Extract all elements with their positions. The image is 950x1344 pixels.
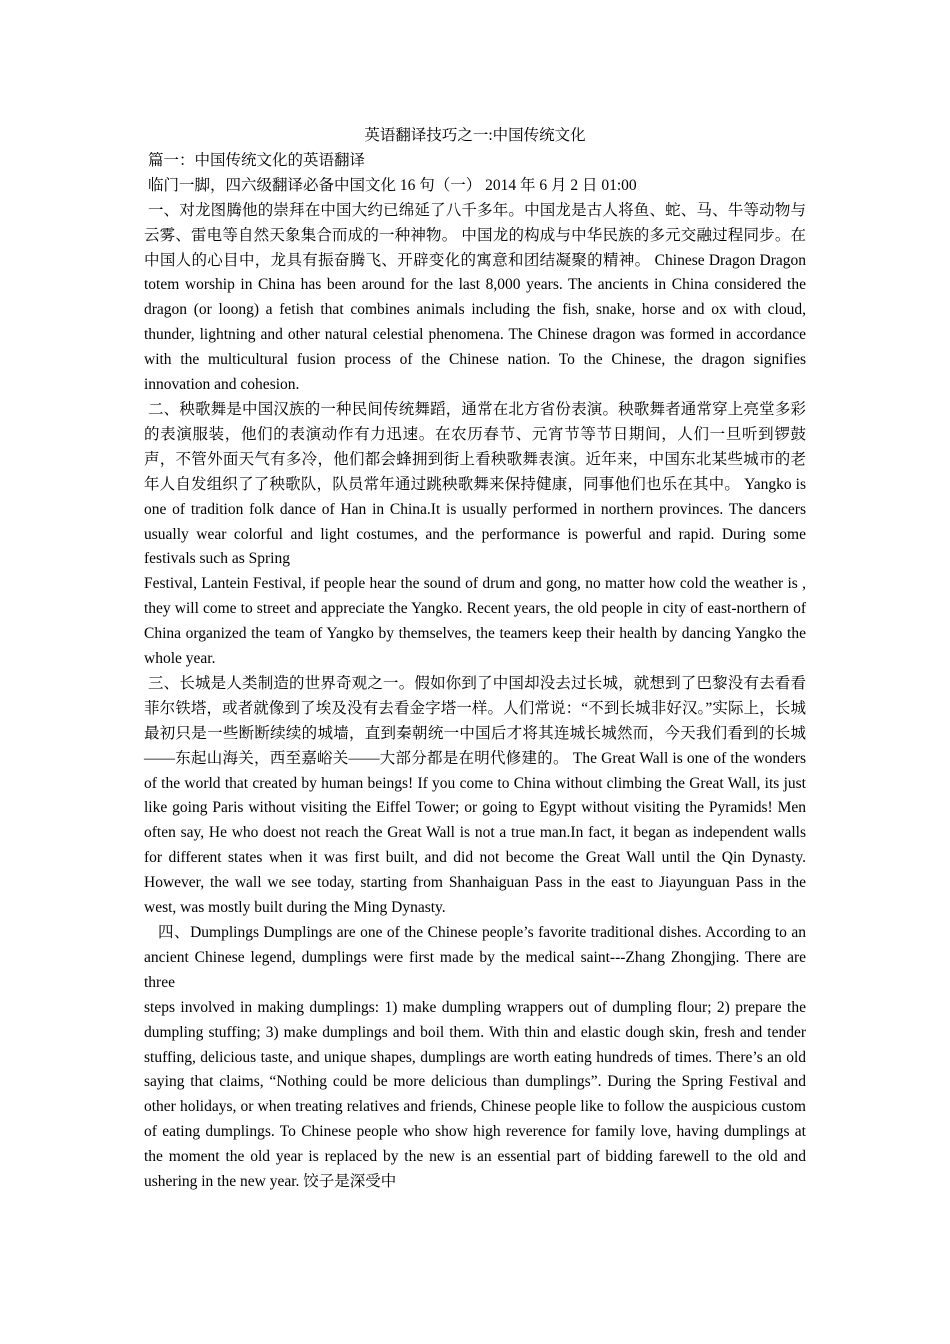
- document-title: 英语翻译技巧之一:中国传统文化: [364, 127, 586, 144]
- document-heading: 篇一：中国传统文化的英语翻译: [148, 151, 366, 169]
- paragraph-great-wall: 三、长城是人类制造的世界奇观之一。假如你到了中国却没去过长城，就想到了巴黎没有去看看菲尔铁塔，或者就像到了埃及没有去看金字塔一样。人们常说：“不到长城非好汉。”实际上，长城最初只是一些断断续续的城墙，直到秦朝统一中国后才将其连城长城然而，今天我们看到的长城——东起山海关，西至嘉峪关——大部分都是在明代修建的。 The Great Wall is one of the wonders of the world that created by human beings! If you come to China without climbing the Great Wall, its just like going Paris without visiting the Eiffel Tower; or going to Egypt without visiting the Pyramids! Men often say, He who doest not reach the Great Wall is not a true man.In fact, it began as independent walls for different states when it was first built, and did not become the Great Wall until the Qin Dynasty. However, the wall we see today, starting from Shanhaiguan Pass in the east to Jiayunguan Pass in the west, was mostly built during the Ming Dynasty.: [144, 674, 806, 917]
- paragraph-yangko: 二、秧歌舞是中国汉族的一种民间传统舞蹈，通常在北方省份表演。秧歌舞者通常穿上亮堂多彩的表演服装，他们的表演动作有力迅速。在农历春节、元宵节等节日期间，人们一旦听到锣鼓声，不管外面天气有多冷，他们都会蜂拥到街上看秧歌舞表演。近年来，中国东北某些城市的老年人自发组织了了秧歌队，队员常年通过跳秧歌舞来保持健康，同事他们也乐在其中。 Yangko is one of tradition folk dance of Han in China.It is usually performed in northern provinces. The dancers usually wear colorful and light costumes, and the performance is powerful and rapid. During some festivals such as Spring: [144, 400, 806, 568]
- document-body: [144, 124, 806, 1195]
- paragraph-dumplings-continued: steps involved in making dumplings: 1) make dumpling wrappers out of dumpling flour; 2) prepare the dumpling stuffing; 3) make dumplings and boil them. With thin and elastic dough skin, fresh and tender stuffing, delicious taste, and unique shapes, dumplings are worth eating hundreds of times. There’s an old saying that claims, “Nothing could be more delicious than dumplings”. During the Spring Festival and other holidays, or when treating relatives and friends, Chinese people like to follow the auspicious custom of eating dumplings. To Chinese people who show high reverence for family love, having dumplings at the moment the old year is replaced by the new is an essential part of bidding farewell to the old and ushering in the new year. 饺子是深受中: [144, 998, 806, 1191]
- paragraph-dragon: 一、对龙图腾他的崇拜在中国大约已绵延了八千多年。中国龙是古人将鱼、蛇、马、牛等动物与云雾、雷电等自然天象集合而成的一种神物。 中国龙的构成与中华民族的多元交融过程同步。在中国人的心目中，龙具有振奋腾飞、开辟变化的寓意和团结凝聚的精神。 Chinese Dragon Dragon totem worship in China has been around for the last 8,000 years. The ancients in China considered the dragon (or loong) a fetish that combines animals including the fish, snake, horse and ox with cloud, thunder, lightning and other natural celestial phenomena. The Chinese dragon was formed in accordance with the multicultural fusion process of the Chinese nation. To the Chinese, the dragon signifies innovation and cohesion.: [144, 201, 806, 394]
- paragraph-yangko-continued: Festival, Lantein Festival, if people hear the sound of drum and gong, no matter how cold the weather is , they will come to street and appreciate the Yangko. Recent years, the old people in city of east-northern of China organized the team of Yangko by themselves, the teamers keep their health by dancing Yangko the whole year.: [144, 575, 806, 668]
- paragraph-dumplings: 四、Dumplings Dumplings are one of the Chinese people’s favorite traditional dishes. According to an ancient Chinese legend, dumplings were first made by the medical saint---Zhang Zhongjing. There are three: [144, 924, 806, 991]
- document-subheading: 临门一脚，四六级翻译必备中国文化 16 句（一） 2014 年 6 月 2 日 01:00: [148, 176, 637, 194]
